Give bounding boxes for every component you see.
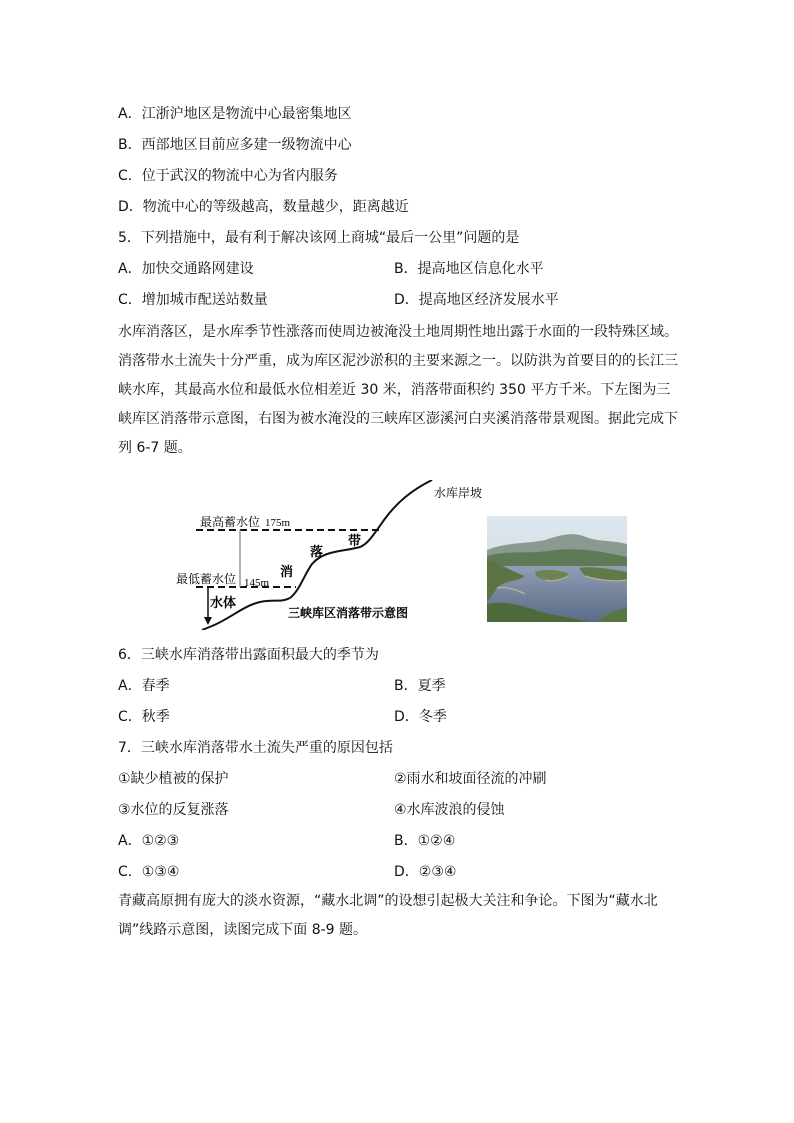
q7-option-b: B．①②④ — [394, 833, 456, 849]
drawdown-zone-diagram — [172, 480, 490, 630]
bank-slope-label: 水库岸坡 — [434, 486, 483, 500]
q6-option-b: B．夏季 — [394, 678, 446, 694]
q5-option-c: C．增加城市配送站数量 — [118, 292, 268, 308]
q6-option-c: C．秋季 — [118, 709, 170, 725]
zone-char-2: 落 — [310, 544, 324, 559]
q7-stem: 7．三峡水库消落带水土流失严重的原因包括 — [118, 740, 393, 756]
water-body-label: 水体 — [210, 595, 237, 610]
q6-option-d: D．冬季 — [394, 709, 447, 725]
q7-statement-4: ④水库波浪的侵蚀 — [394, 802, 505, 818]
diagram-caption: 三峡库区消落带示意图 — [288, 606, 409, 620]
q5-option-b: B．提高地区信息化水平 — [394, 261, 544, 277]
q5-stem: 5．下列措施中，最有利于解决该网上商城“最后一公里”问题的是 — [118, 230, 520, 246]
q7-option-a: A．①②③ — [118, 833, 180, 849]
low-water-label: 最低蓄水位 — [176, 572, 237, 586]
q4-option-c: C．位于武汉的物流中心为省内服务 — [118, 168, 338, 184]
q7-option-d: D．②③④ — [394, 864, 457, 880]
q6-option-a: A．春季 — [118, 678, 170, 694]
q7-statement-2: ②雨水和坡面径流的冲刷 — [394, 771, 547, 787]
q4-option-b: B．西部地区目前应多建一级物流中心 — [118, 137, 352, 153]
zone-char-1: 消 — [280, 564, 294, 579]
landscape-image — [487, 516, 627, 622]
q4-option-d: D．物流中心的等级越高，数量越少，距离越近 — [118, 199, 409, 215]
q7-statement-1: ①缺少植被的保护 — [118, 771, 229, 787]
q7-statement-3: ③水位的反复涨落 — [118, 802, 229, 818]
q6-stem: 6．三峡水库消落带出露面积最大的季节为 — [118, 647, 379, 663]
high-water-label: 最高蓄水位 — [200, 515, 261, 529]
passage-reservoir: 水库消落区，是水库季节性涨落而使周边被淹没土地周期性地出露于水面的一段特殊区域。消落带水土流失十分严重，成为库区泥沙淤积的主要来源之一。以防洪为首要目的的长江三峡水库，其最高水位和最低水位相差近 30 米，消落带面积约 350 平方千米。下左图为三峡库区消落带示意图，右图为被水淹没的三峡库区澎溪河白夹溪消落带景观图。据此完成下列 6-7 题。 — [118, 324, 678, 456]
q4-option-a: A．江浙沪地区是物流中心最密集地区 — [118, 106, 352, 122]
drawdown-zone-photo — [487, 516, 627, 622]
passage-water-transfer: 青藏高原拥有庞大的淡水资源，“藏水北调”的设想引起极大关注和争论。下图为“藏水北调”线路示意图，读图完成下面 8-9 题。 — [118, 893, 658, 938]
zone-char-3: 带 — [348, 533, 362, 548]
q5-option-a: A．加快交通路网建设 — [118, 261, 254, 277]
low-water-value: 145m — [244, 577, 270, 589]
high-water-value: 175m — [265, 517, 291, 529]
q7-option-c: C．①③④ — [118, 864, 180, 880]
depth-arrow-head — [204, 617, 212, 625]
q5-option-d: D．提高地区经济发展水平 — [394, 292, 559, 308]
